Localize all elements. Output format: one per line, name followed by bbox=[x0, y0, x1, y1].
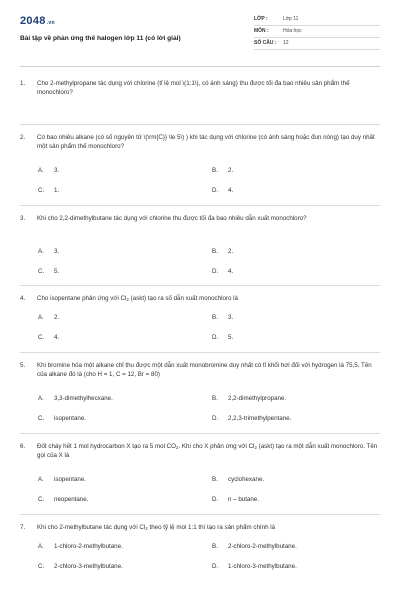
header-divider bbox=[20, 66, 380, 67]
option-c[interactable]: C. 5. bbox=[38, 268, 60, 275]
option-c[interactable]: C. neopentane. bbox=[38, 496, 89, 503]
question-5 bbox=[20, 353, 380, 434]
option-b[interactable]: B. cyclohexane. bbox=[212, 476, 265, 483]
question-number: 3. bbox=[20, 215, 26, 222]
question-3 bbox=[20, 206, 380, 286]
option-c[interactable]: C. 1. bbox=[38, 187, 60, 194]
option-b[interactable]: B. 3. bbox=[212, 314, 234, 321]
question-number: 5. bbox=[20, 362, 26, 369]
question-6 bbox=[20, 434, 380, 515]
option-a[interactable]: A. 3,3-dimethylhecxane. bbox=[38, 395, 113, 402]
option-d[interactable]: D. 5. bbox=[212, 334, 234, 341]
question-text: Có bao nhiêu alkane (có số nguyên tử \(\rm{C}} \le 5\) ) khi tác dụng với chlorine (có ánh sáng hoặc đun nóng) tạo duy nhất một sản phẩm thế monochloro? bbox=[37, 134, 375, 150]
question-text: Khi bromine hóa một alkane chỉ thu được một dẫn xuất monobromine duy nhất có tỉ khối hơi đối với hydrogen là 75,5. Tên của alkane đó là (cho H = 1, C = 12, Br = 80) bbox=[37, 362, 372, 378]
site-logo[interactable]: 2048.vn bbox=[20, 15, 55, 27]
option-c[interactable]: C. isopentane. bbox=[38, 415, 86, 422]
page-header bbox=[20, 14, 380, 60]
meta-label: MÔN : bbox=[254, 27, 269, 34]
option-a[interactable]: A. 2. bbox=[38, 314, 60, 321]
question-number: 1. bbox=[20, 80, 26, 87]
question-4 bbox=[20, 286, 380, 353]
meta-value: Hóa học bbox=[283, 27, 302, 34]
question-1 bbox=[20, 80, 380, 125]
option-d[interactable]: D. n – butane. bbox=[212, 496, 259, 503]
option-b[interactable]: B. 2. bbox=[212, 167, 234, 174]
question-text: Khi cho 2-methylbutane tác dụng với $Cl_2$ theo tỷ lệ mol 1:1 thì tạo ra sản phẩm chính là bbox=[37, 524, 276, 531]
option-a[interactable]: A. 1-chloro-2-methylbutane. bbox=[38, 543, 123, 550]
meta-row-subject bbox=[254, 26, 380, 38]
meta-label: SỐ CÂU : bbox=[254, 39, 277, 46]
question-text: Khi cho 2,2-dimethylbutane tác dụng với chlorine thu được tối đa bao nhiêu dẫn xuất monochloro? bbox=[37, 215, 307, 222]
question-2 bbox=[20, 125, 380, 206]
question-number: 7. bbox=[20, 524, 26, 531]
option-c[interactable]: C. 2-chloro-3-methylbutane. bbox=[38, 563, 123, 570]
meta-row-grade bbox=[254, 14, 380, 26]
option-a[interactable]: A. 3. bbox=[38, 167, 60, 174]
option-b[interactable]: B. 2. bbox=[212, 248, 234, 255]
option-d[interactable]: D. 1-chloro-3-methylbutane. bbox=[212, 563, 297, 570]
option-d[interactable]: D. 2,2,3-trimethylpentane. bbox=[212, 415, 292, 422]
document-title: Bài tập về phản ứng thế halogen lớp 11 (có lời giải) bbox=[20, 35, 181, 42]
option-a[interactable]: A. 3. bbox=[38, 248, 60, 255]
question-7 bbox=[20, 515, 380, 577]
question-number: 6. bbox=[20, 443, 26, 450]
meta-value: Lớp 11 bbox=[283, 15, 299, 22]
meta-label: LỚP : bbox=[254, 15, 268, 22]
option-d[interactable]: D. 4. bbox=[212, 187, 234, 194]
option-b[interactable]: B. 2-chloro-2-methylbutane. bbox=[212, 543, 297, 550]
meta-row-question-count bbox=[254, 38, 380, 50]
question-number: 4. bbox=[20, 295, 26, 302]
option-a[interactable]: A. isopentane. bbox=[38, 476, 86, 483]
question-text: Cho 2-methylpropane tác dụng với chlorine (tỉ lệ mol \(1:1\), có ánh sáng) thu được tối đa bao nhiêu sản phẩm thế monochloro? bbox=[37, 80, 350, 96]
question-list bbox=[20, 80, 380, 577]
option-b[interactable]: B. 2,2-dimethylpropane. bbox=[212, 395, 287, 402]
meta-value: 12 bbox=[283, 39, 289, 46]
question-text: Cho isopentane phản ứng với $Cl_2$ (askt) tạo ra số dẫn xuất monochloro là bbox=[37, 295, 238, 302]
question-text: Đốt cháy hết 1 mol hydrocarbon X tạo ra 5 mol $CO_2$. Khi cho X phản ứng với $Cl_2$ (askt) tạo ra một dẫn xuất monochloro. Tên gọi của X là bbox=[37, 443, 378, 459]
document-meta bbox=[254, 14, 380, 50]
question-number: 2. bbox=[20, 134, 26, 141]
option-c[interactable]: C. 4. bbox=[38, 334, 60, 341]
option-d[interactable]: D. 4. bbox=[212, 268, 234, 275]
